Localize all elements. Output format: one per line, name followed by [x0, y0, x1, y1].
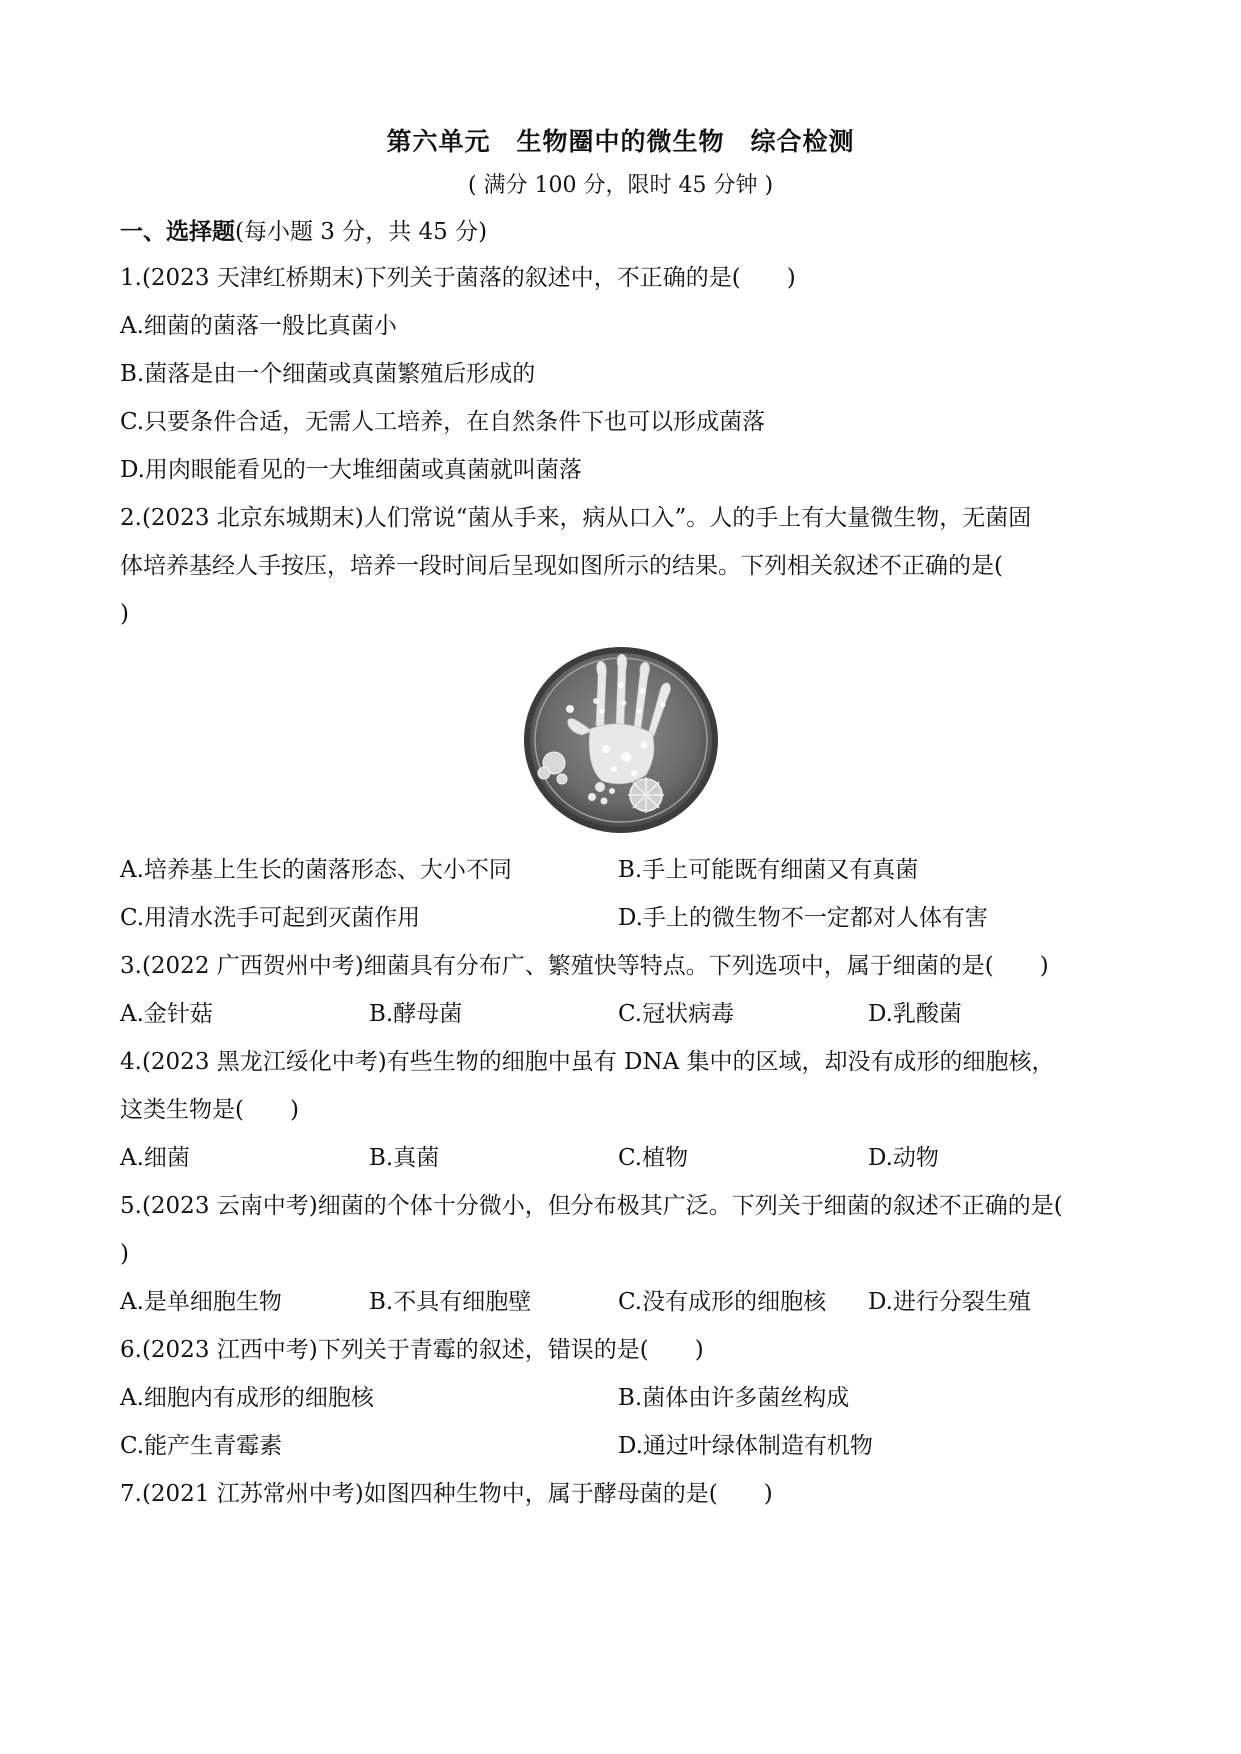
- question-6-option-b: B.菌体由许多菌丝构成: [618, 1385, 850, 1411]
- question-6-stem: 6.(2023 江西中考)下列关于青霉的叙述，错误的是( ): [120, 1337, 704, 1363]
- question-5-option-a: A.是单细胞生物: [120, 1289, 282, 1315]
- question-3-stem: 3.(2022 广西贺州中考)细菌具有分布广、繁殖快等特点。下列选项中，属于细菌的是( ): [120, 953, 1049, 979]
- question-3-option-a: A.金针菇: [120, 1001, 213, 1027]
- question-1-option-a: A.细菌的菌落一般比真菌小: [120, 313, 397, 339]
- question-5-stem-line-1: 5.(2023 云南中考)细菌的个体十分微小，但分布极其广泛。下列关于细菌的叙述不正确的是(: [120, 1193, 1063, 1219]
- question-4-stem-line-1: 4.(2023 黑龙江绥化中考)有些生物的细胞中虽有 DNA 集中的区域，却没有成形的细胞核，: [120, 1049, 1055, 1075]
- question-4-option-b: B.真菌: [369, 1145, 440, 1171]
- question-1-stem: 1.(2023 天津红桥期末)下列关于菌落的叙述中，不正确的是( ): [120, 265, 796, 291]
- question-1-option-d: D.用肉眼能看见的一大堆细菌或真菌就叫菌落: [120, 457, 582, 483]
- question-6-option-a: A.细胞内有成形的细胞核: [120, 1385, 374, 1411]
- question-4-option-d: D.动物: [868, 1145, 939, 1171]
- question-2-stem-line-2: 体培养基经人手按压，培养一段时间后呈现如图所示的结果。下列相关叙述不正确的是(: [120, 553, 1003, 579]
- question-5-option-d: D.进行分裂生殖: [868, 1289, 1031, 1315]
- page-title: 第六单元 生物圈中的微生物 综合检测: [386, 127, 855, 156]
- question-1-option-b: B.菌落是由一个细菌或真菌繁殖后形成的: [120, 361, 536, 387]
- question-7-stem: 7.(2021 江苏常州中考)如图四种生物中，属于酵母菌的是( ): [120, 1481, 773, 1507]
- question-4-stem-line-2: 这类生物是( ): [120, 1097, 299, 1123]
- petri-dish-handprint-image: [522, 645, 720, 835]
- question-3-option-d: D.乳酸菌: [868, 1001, 962, 1027]
- question-3-option-c: C.冠状病毒: [618, 1001, 735, 1027]
- question-6-option-c: C.能产生青霉素: [120, 1433, 283, 1459]
- question-4-option-c: C.植物: [618, 1145, 689, 1171]
- section-note: (每小题 3 分，共 45 分): [235, 219, 488, 245]
- question-2-option-a: A.培养基上生长的菌落形态、大小不同: [120, 857, 512, 883]
- section-title: 一、选择题: [120, 218, 235, 245]
- question-5-option-b: B.不具有细胞壁: [369, 1289, 532, 1315]
- question-2-stem-line-1: 2.(2023 北京东城期末)人们常说“菌从手来，病从口入”。人的手上有大量微生物，无菌固: [120, 505, 1032, 531]
- question-1-option-c: C.只要条件合适，无需人工培养，在自然条件下也可以形成菌落: [120, 409, 766, 435]
- question-2-option-d: D.手上的微生物不一定都对人体有害: [618, 905, 988, 931]
- question-5-option-c: C.没有成形的细胞核: [618, 1289, 827, 1315]
- question-2-option-c: C.用清水洗手可起到灭菌作用: [120, 905, 421, 931]
- question-2-stem-line-3: ): [120, 601, 129, 627]
- question-4-option-a: A.细菌: [120, 1145, 190, 1171]
- question-2-option-b: B.手上可能既有细菌又有真菌: [618, 857, 919, 883]
- question-5-stem-line-2: ): [120, 1241, 129, 1267]
- page-subtitle: ( 满分 100 分，限时 45 分钟 ): [467, 173, 774, 198]
- question-3-option-b: B.酵母菌: [369, 1001, 463, 1027]
- section-heading: [120, 216, 1130, 248]
- question-6-option-d: D.通过叶绿体制造有机物: [618, 1433, 873, 1459]
